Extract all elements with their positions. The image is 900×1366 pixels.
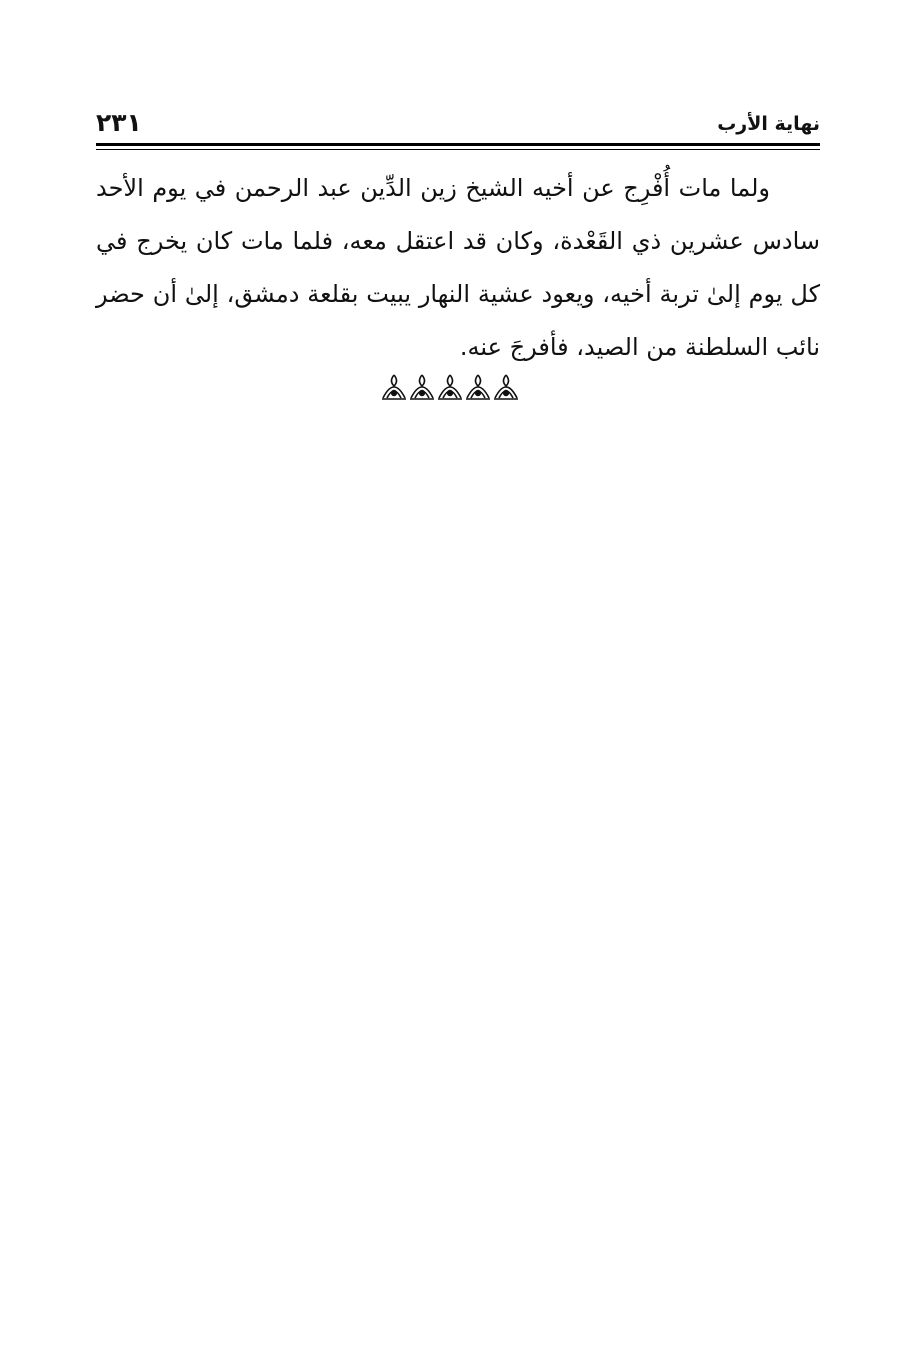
floral-ornament-icon	[380, 372, 520, 402]
ornament-motif	[382, 375, 406, 399]
ornament-motif	[466, 375, 490, 399]
header-rule-thin	[96, 149, 820, 150]
ornament-motif	[438, 375, 462, 399]
running-title: نهاية الأرب	[717, 113, 820, 135]
running-header	[96, 108, 820, 142]
page-number: ٢٣١	[96, 108, 142, 137]
body-paragraph: ولما مات أُفْرِج عن أخيه الشيخ زين الدِّين عبد الرحمن في يوم الأحد سادس عشرين ذي القَعْدة، وكان قد اعتقل معه، فلما مات كان يخرج في كل يوم إلىٰ تربة أخيه، ويعود عشية النهار يبيت بقلعة دمشق، إلىٰ أن حضر نائب السلطنة من الصيد، فأفرجَ عنه.	[96, 174, 820, 361]
header-rule-thick	[96, 143, 820, 146]
ornament-motif	[410, 375, 434, 399]
ornament-motif	[494, 375, 518, 399]
